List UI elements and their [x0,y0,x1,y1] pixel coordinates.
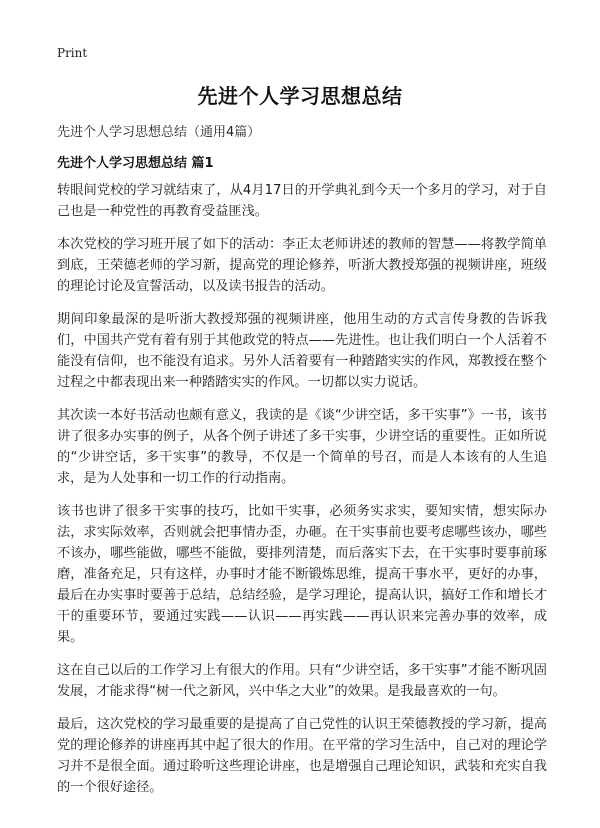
paragraph-7: 最后，这次党校的学习最重要的是提高了自己党性的认识王荣德教授的学习新，提高党的理论修养的讲座再其中起了很大的作用。在平常的学习生活中，自己对的理论学习并不是很全面。通过聆听这些理论讲座，也是增强自己理论知识，武装和充实自我的一个很好途径。 [57,717,547,795]
paragraph-4: 其次读一本好书活动也颇有意义，我读的是《谈“少讲空话，多干实事”》一书，该书讲了很多办实事的例子，从各个例子讲述了多干实事，少讲空话的重要性。正如所说的“少讲空话，多干实事”的教导，不仅是一个简单的号召，而是人本该有的人生追求，是为人处事和一切工作的行动指南。 [57,408,547,486]
paragraph-1: 转眼间党校的学习就结束了，从4月17日的开学典礼到今天一个多月的学习，对于自己也是一种党性的再教育受益匪浅。 [57,183,547,219]
print-link[interactable]: Print [57,46,88,60]
paragraph-3: 期间印象最深的是听浙大教授郑强的视频讲座，他用生动的方式言传身教的告诉我们，中国共产党有着有别于其他政党的特点——先进性。也让我们明白一个人活着不能没有信仰，也不能没有追求。另外人活着要有一种踏踏实实的作风，郑教授在整个过程之中都表现出来一种踏踏实实的作风。一切都以实力说话。 [57,312,547,390]
paragraph-5: 该书也讲了很多干实事的技巧，比如干实事，必须务实求实，要知实情，想实际办法，求实际效率，否则就会把事情办歪，办砸。在干实事前也要考虑哪些该办，哪些不该办，哪些能做，哪些不能做，要排列清楚，而后落实下去，在干实事时要事前琢磨，准备充足，只有这样，办事时才能不断锻炼思维，提高干事水平，更好的办事，最后在办实事时要善于总结，总结经验，是学习理论，提高认识，搞好工作和增长才干的重要环节，要通过实践——认识——再实践——再认识来完善办事的效率，成果。 [57,504,547,645]
page-title: 先进个人学习思想总结 [197,84,403,108]
paragraph-2: 本次党校的学习班开展了如下的活动：李正太老师讲述的教师的智慧——将教学简单到底，王荣德老师的学习新，提高党的理论修养，听浙大教授郑强的视频讲座，班级的理论讨论及宣誓活动，以及读书报告的活动。 [57,237,547,294]
paragraph-6: 这在自己以后的工作学习上有很大的作用。只有“少讲空话，多干实事”才能不断巩固发展，才能求得“树一代之新风，兴中华之大业”的效果。是我最喜欢的一句。 [57,663,547,699]
article-body [57,180,547,810]
section-heading: 先进个人学习思想总结 篇1 [57,156,214,171]
document-subtitle: 先进个人学习思想总结（通用4篇） [57,125,261,140]
